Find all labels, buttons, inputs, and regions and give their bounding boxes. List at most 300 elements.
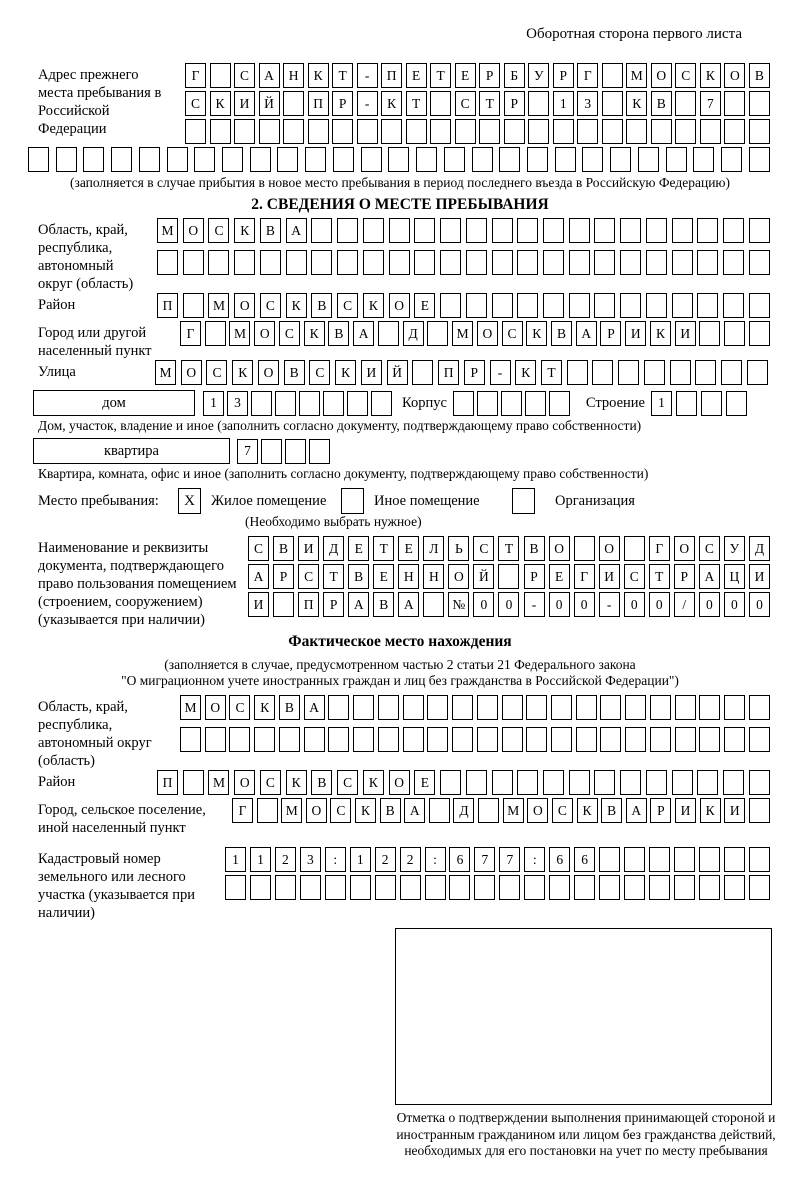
form-cell [576,727,597,752]
form-cell [222,147,243,172]
form-cell [574,875,595,900]
actual-city-row [232,798,770,823]
form-cell: Т [479,91,500,116]
form-cell: Г [574,564,595,589]
form-cell: Р [524,564,545,589]
form-cell: Е [455,63,476,88]
actual-location-title: Фактическое место нахождения [288,633,512,650]
form-cell [724,119,745,144]
form-cell: К [355,798,376,823]
form-cell: И [234,91,255,116]
form-cell [427,695,448,720]
form-cell: И [298,536,319,561]
form-cell: Н [398,564,419,589]
form-cell: / [674,592,695,617]
form-cell [649,847,670,872]
form-cell [381,119,402,144]
form-cell: О [389,770,410,795]
form-cell: М [155,360,176,385]
form-cell [697,250,718,275]
form-cell [452,695,473,720]
form-cell: У [528,63,549,88]
form-cell [569,770,590,795]
form-cell [440,293,461,318]
form-cell [350,875,371,900]
form-cell [403,727,424,752]
section2-district-label: Район [38,297,76,313]
form-cell [723,218,744,243]
form-cell [693,147,714,172]
form-cell: Д [403,321,424,346]
apartment-cells [237,439,330,464]
form-cell [194,147,215,172]
document-rows [248,536,770,617]
form-cell [699,875,720,900]
form-cell: О [477,321,498,346]
prev-address-row-1 [185,63,770,88]
form-cell [430,91,451,116]
actual-district-row [157,770,770,795]
form-cell: 0 [574,592,595,617]
form-cell [353,695,374,720]
form-cell [208,250,229,275]
form-cell: Д [749,536,770,561]
form-cell [466,250,487,275]
form-cell: Т [430,63,451,88]
stay-type-row [38,488,800,514]
form-cell [749,293,770,318]
form-cell: С [455,91,476,116]
form-cell [332,119,353,144]
form-cell [749,695,770,720]
prev-address-block [38,63,800,144]
form-cell [721,360,742,385]
form-cell [620,770,641,795]
form-cell: А [353,321,374,346]
form-cell [749,875,770,900]
form-cell [624,847,645,872]
form-cell [749,321,770,346]
form-cell [749,147,770,172]
form-cell [427,727,448,752]
form-cell [721,147,742,172]
form-cell [618,360,639,385]
form-cell [427,321,448,346]
form-cell: 7 [474,847,495,872]
form-cell: 0 [624,592,645,617]
form-cell: 0 [473,592,494,617]
form-cell: Т [649,564,670,589]
form-cell [526,727,547,752]
stay-option-other-label: Иное помещение [374,492,480,509]
form-cell: В [328,321,349,346]
form-cell [333,147,354,172]
form-cell: С [675,63,696,88]
form-cell: Р [273,564,294,589]
form-cell [697,770,718,795]
confirmation-stamp-note: Отметка о подтверждении выполнения принимающей стороной и иностранным гражданином или лицом без гражданства действий, необходимых для его постановки на учет по месту пребывания [396,1110,776,1158]
form-cell: Г [185,63,206,88]
form-cell [440,218,461,243]
form-cell: К [381,91,402,116]
form-cell [453,391,474,416]
form-cell: С [337,770,358,795]
form-cell: К [515,360,536,385]
form-cell [594,250,615,275]
form-cell [594,293,615,318]
form-cell [543,770,564,795]
document-row-1 [248,536,770,561]
section2-region-rows [157,218,770,275]
form-cell: М [180,695,201,720]
form-cell [649,875,670,900]
house-row [33,390,800,416]
form-cell [139,147,160,172]
form-cell: С [206,360,227,385]
korpus-label: Корпус [402,395,447,411]
form-cell [378,321,399,346]
form-cell: 2 [400,847,421,872]
form-cell [620,293,641,318]
form-cell [626,119,647,144]
form-cell [499,147,520,172]
form-cell [599,875,620,900]
form-cell [452,727,473,752]
form-cell: В [651,91,672,116]
form-cell: М [281,798,302,823]
form-cell: И [361,360,382,385]
form-cell [610,147,631,172]
form-cell: С [279,321,300,346]
form-cell [672,293,693,318]
form-cell [700,119,721,144]
form-cell: И [599,564,620,589]
form-cell [378,695,399,720]
form-cell: Л [423,536,444,561]
form-cell [363,250,384,275]
form-cell [701,391,722,416]
actual-district-block [38,770,800,795]
form-cell [286,250,307,275]
form-cell [185,119,206,144]
form-cell [260,250,281,275]
form-cell [602,63,623,88]
form-cell [624,875,645,900]
actual-region-rows [180,695,770,752]
form-cell: В [260,218,281,243]
form-cell [567,360,588,385]
form-cell [328,727,349,752]
form-cell: К [526,321,547,346]
apartment-row [33,438,800,464]
cadastral-row-1 [225,847,770,872]
form-cell [440,770,461,795]
form-cell [602,91,623,116]
form-cell: О [389,293,410,318]
section2-city-label: Город или другой населенный пункт [38,325,152,359]
form-cell: 6 [574,847,595,872]
form-cell [549,875,570,900]
form-cell [676,391,697,416]
form-cell: Е [398,536,419,561]
form-cell: А [398,592,419,617]
form-cell: Т [373,536,394,561]
form-cell [569,218,590,243]
form-cell [492,250,513,275]
form-cell [250,875,271,900]
form-cell: 1 [350,847,371,872]
cadastral-rows [225,847,770,900]
form-cell [666,147,687,172]
form-cell: Т [323,564,344,589]
prev-address-row-3 [185,119,770,144]
form-cell [672,218,693,243]
form-cell [423,592,444,617]
form-cell: М [208,770,229,795]
actual-city-label: Город, сельское поселение, иной населенный пункт [38,802,206,836]
form-cell [28,147,49,172]
form-cell [551,727,572,752]
form-cell [724,695,745,720]
form-cell: К [234,218,255,243]
form-cell [672,770,693,795]
form-cell [466,293,487,318]
stay-option-organization-label: Организация [555,492,635,509]
actual-district-label: Район [38,774,76,790]
form-cell [347,391,368,416]
form-cell: К [626,91,647,116]
form-cell: И [749,564,770,589]
form-cell [551,695,572,720]
form-cell: П [157,770,178,795]
form-cell: С [229,695,250,720]
form-cell [363,218,384,243]
form-cell [353,727,374,752]
form-cell: С [298,564,319,589]
form-cell [466,218,487,243]
stroenie-cells [651,391,747,416]
form-cell: - [357,91,378,116]
form-cell [311,250,332,275]
form-cell [477,391,498,416]
stay-option-other-checkbox [341,488,364,514]
form-cell [670,360,691,385]
form-cell [646,250,667,275]
section2-street-label: Улица [38,364,76,380]
form-cell: К [363,770,384,795]
form-cell [449,875,470,900]
form-cell [674,847,695,872]
form-cell: К [700,798,721,823]
form-cell [749,798,770,823]
form-cell: Г [649,536,670,561]
section2-city-block [38,321,800,360]
form-cell: Р [504,91,525,116]
form-cell: 3 [300,847,321,872]
form-cell [600,695,621,720]
form-cell [749,91,770,116]
form-cell [492,218,513,243]
actual-city-block [38,798,800,837]
form-cell: Р [464,360,485,385]
form-cell: А [259,63,280,88]
actual-region-row-1 [180,695,770,720]
form-cell: М [452,321,473,346]
form-cell: С [208,218,229,243]
form-cell: А [286,218,307,243]
form-cell: Р [650,798,671,823]
form-cell: : [524,847,545,872]
form-cell: С [552,798,573,823]
form-cell [543,293,564,318]
form-cell [430,119,451,144]
stay-type-label: Место пребывания: [38,492,159,509]
form-cell: Н [283,63,304,88]
form-cell [517,770,538,795]
form-cell [229,727,250,752]
form-cell [279,727,300,752]
form-cell: С [473,536,494,561]
form-cell [646,293,667,318]
actual-region-row-2 [180,727,770,752]
form-cell: Г [180,321,201,346]
section2-region-label: Область, край, республика, автономный округ (область) [38,222,134,292]
form-cell [378,727,399,752]
form-cell: В [380,798,401,823]
form-cell [602,119,623,144]
form-cell: Р [479,63,500,88]
form-cell: И [675,321,696,346]
form-cell [412,360,433,385]
form-cell [474,875,495,900]
form-cell: К [650,321,671,346]
form-cell: - [490,360,511,385]
section2-region-row-1 [157,218,770,243]
form-cell [425,875,446,900]
form-cell [625,727,646,752]
prev-address-row-4 [28,147,770,172]
form-cell: Т [406,91,427,116]
form-cell: 0 [498,592,519,617]
form-cell [479,119,500,144]
form-cell: Т [332,63,353,88]
form-cell [210,63,231,88]
form-cell [620,218,641,243]
stay-option-organization-checkbox [512,488,535,514]
form-cell: А [248,564,269,589]
form-cell [283,91,304,116]
apartment-label-box: квартира [33,438,230,464]
form-cell [724,91,745,116]
form-cell [574,536,595,561]
form-cell [525,391,546,416]
form-cell: 0 [549,592,570,617]
form-cell [675,727,696,752]
form-cell [499,875,520,900]
form-cell: 7 [700,91,721,116]
form-cell: Б [504,63,525,88]
form-cell [553,119,574,144]
form-cell: В [311,293,332,318]
form-cell: И [675,798,696,823]
form-cell [527,147,548,172]
form-cell [577,119,598,144]
form-cell [283,119,304,144]
form-cell [528,91,549,116]
section2-district-row [157,293,770,318]
form-cell: С [330,798,351,823]
document-label: Наименование и реквизиты документа, подтверждающего право пользования помещением (строением, сооружением) (указывается при наличии) [38,540,237,628]
form-cell: П [298,592,319,617]
form-cell [600,727,621,752]
form-cell [517,293,538,318]
form-cell [517,250,538,275]
form-cell: К [210,91,231,116]
form-cell: О [205,695,226,720]
form-cell: П [381,63,402,88]
form-cell: О [183,218,204,243]
form-cell [388,147,409,172]
form-cell [528,119,549,144]
form-cell [699,695,720,720]
form-cell: Й [259,91,280,116]
form-cell [675,91,696,116]
form-cell: О [448,564,469,589]
form-cell: М [626,63,647,88]
form-cell [261,439,282,464]
form-cell: К [232,360,253,385]
form-cell: С [248,536,269,561]
form-cell [205,321,226,346]
form-cell [543,250,564,275]
form-cell: М [229,321,250,346]
form-cell: М [157,218,178,243]
form-cell [406,119,427,144]
form-cell [492,293,513,318]
form-cell [599,847,620,872]
form-cell: Ь [448,536,469,561]
form-cell: О [181,360,202,385]
form-cell: К [700,63,721,88]
korpus-cells [453,391,570,416]
form-cell [225,875,246,900]
form-cell [257,798,278,823]
prev-address-rows [185,63,770,144]
actual-region-label: Область, край, республика, автономный округ (область) [38,699,152,769]
form-cell: К [335,360,356,385]
form-cell: 0 [699,592,720,617]
form-cell [157,250,178,275]
form-cell [325,875,346,900]
form-cell [526,695,547,720]
form-cell [311,218,332,243]
form-cell [594,770,615,795]
document-row-2 [248,564,770,589]
form-cell: Ц [724,564,745,589]
form-cell [699,321,720,346]
form-cell [167,147,188,172]
form-cell: О [724,63,745,88]
form-cell [724,847,745,872]
form-cell [304,727,325,752]
form-cell [699,847,720,872]
form-cell: - [599,592,620,617]
form-cell [323,391,344,416]
form-cell [501,391,522,416]
form-cell: К [286,770,307,795]
form-cell: О [674,536,695,561]
form-cell [749,847,770,872]
